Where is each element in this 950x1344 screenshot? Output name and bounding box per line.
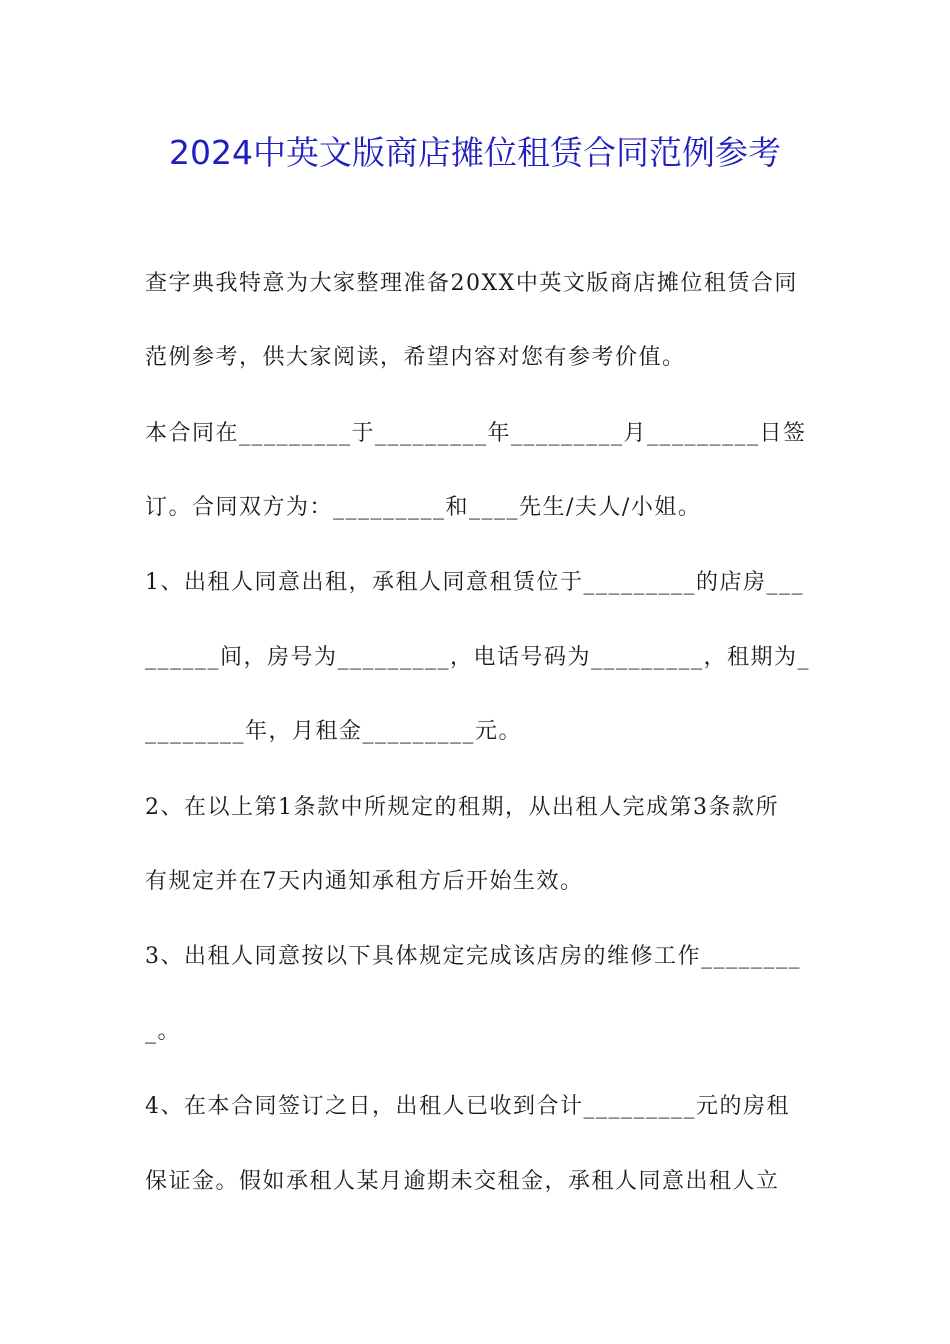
body-line: ________年，月租金_________元。: [145, 719, 523, 744]
body-line: 有规定并在7天内通知承租方后开始生效。: [145, 869, 584, 894]
body-line: 1、出租人同意出租，承租人同意租赁位于_________的店房___: [145, 570, 804, 595]
body-line: 3、出租人同意按以下具体规定完成该店房的维修工作________: [145, 944, 801, 969]
document-title: 2024中英文版商店摊位租赁合同范例参考: [169, 133, 781, 172]
body-line: 4、在本合同签订之日，出租人已收到合计_________元的房租: [145, 1094, 790, 1119]
body-line: 查字典我特意为大家整理准备20XX中英文版商店摊位租赁合同: [145, 271, 798, 296]
body-line: 本合同在_________于_________年_________月_________日签: [145, 421, 807, 446]
body-line: 范例参考，供大家阅读，希望内容对您有参考价值。: [145, 345, 686, 370]
body-line: 2、在以上第1条款中所规定的租期，从出租人完成第3条款所: [145, 795, 779, 820]
body-line: ______间，房号为_________，电话号码为_________，租期为_: [145, 645, 811, 670]
body-line: 订。合同双方为：_________和____先生/夫人/小姐。: [145, 495, 702, 520]
body-line: 保证金。假如承租人某月逾期未交租金，承租人同意出租人立: [145, 1169, 780, 1194]
body-line: _。: [145, 1019, 182, 1044]
